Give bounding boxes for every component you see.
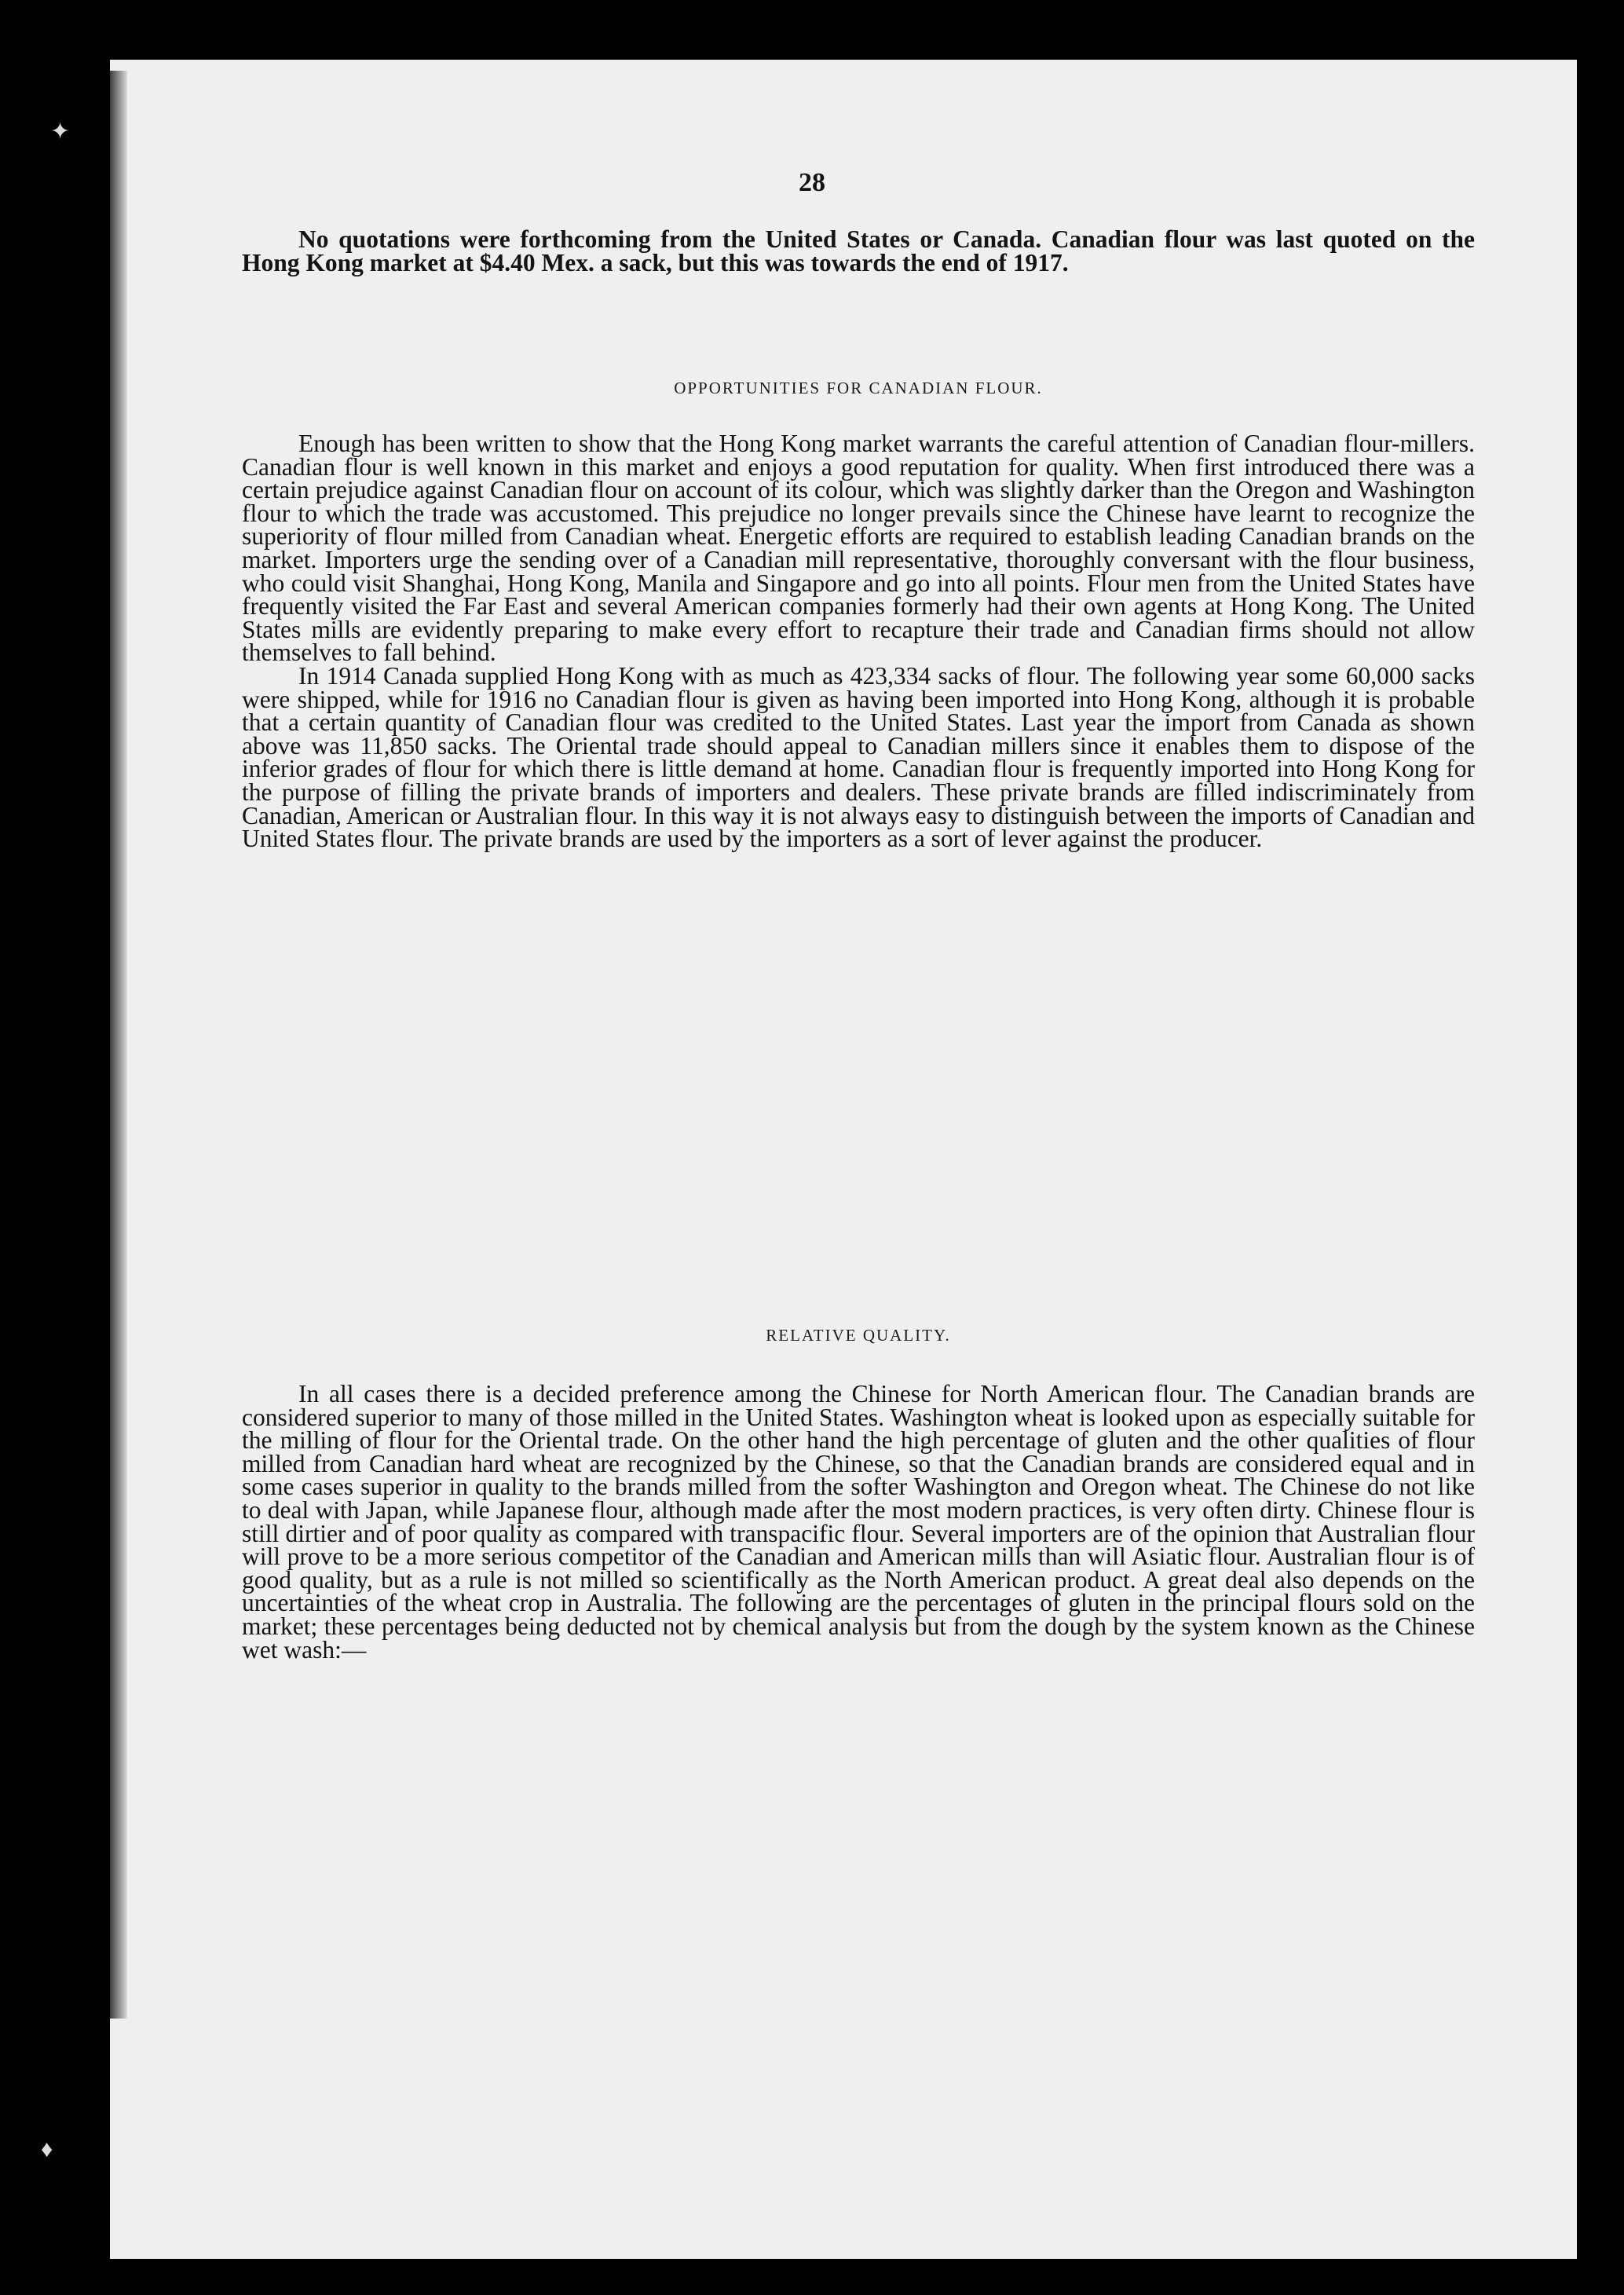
section-heading-relative-quality: RELATIVE QUALITY. [766, 1326, 951, 1345]
scan-speck: ✦ [50, 119, 71, 145]
intro-paragraph [242, 225, 1475, 276]
section-relative-quality-body [242, 1380, 1475, 1664]
page-number: 28 [799, 168, 825, 197]
paragraph: Enough has been written to show that the Hong Kong market warrants the careful attention of Canadian flour-millers. Canadian flour is well known in this market and enjoys a good reputation for quality. When first introduced there was a certain prejudice against Canadian flour on account of its colour, which was slightly darker than the Oregon and Washington flour to which the trade was accustomed. This prejudice no longer prevails since the Chinese have learnt to recognize the superiority of flour milled from Canadian wheat. Energetic efforts are required to establish leading Canadian brands on the market. Importers urge the sending over of a Canadian mill representative, thoroughly conversant with the flour business, who could visit Shanghai, Hong Kong, Manila and Singapore and go into all points. Flour men from the United States have frequently visited the Far East and several American companies formerly had their own agents at Hong Kong. The United States mills are evidently preparing to make every effort to recapture their trade and Canadian firms should not allow themselves to fall behind. [242, 430, 1475, 667]
binding-shadow [110, 71, 127, 2019]
paragraph: In 1914 Canada supplied Hong Kong with as much as 423,334 sacks of flour. The following year some 60,000 sacks were shipped, while for 1916 no Canadian flour is given as having been imported into Hong Kong, although it is probable that a certain quantity of Canadian flour was credited to the United States. Last year the import from Canada as shown above was 11,850 sacks. The Oriental trade should appeal to Canadian millers since it enables them to dispose of the inferior grades of flour for which there is little demand at home. Canadian flour is frequently imported into Hong Kong for the purpose of filling the private brands of importers and dealers. These private brands are filled indiscriminately from Canadian, American or Australian flour. In this way it is not always easy to distinguish between the imports of Canadian and United States flour. The private brands are used by the importers as a sort of lever against the producer. [242, 661, 1475, 853]
scan-border [1577, 0, 1624, 2295]
intro-text: No quotations were forthcoming from the United States or Canada. Canadian flour was last quoted on the Hong Kong market at $4.40 Mex. a sack, but this was towards the end of 1917. [242, 225, 1475, 276]
section-heading-opportunities: OPPORTUNITIES FOR CANADIAN FLOUR. [674, 379, 1043, 397]
section-opportunities-body [242, 432, 1475, 851]
paragraph: In all cases there is a decided preference among the Chinese for North American flour. The Canadian brands are considered superior to many of those milled in the United States. Washington wheat is looked upon as especially suitable for the milling of flour for the Oriental trade. On the other hand the high percentage of gluten and the other qualities of flour milled from Canadian hard wheat are recognized by the Chinese, so that the Canadian brands are considered equal and in some cases superior in quality to the brands milled from the softer Washington and Oregon wheat. The Chinese do not like to deal with Japan, while Japanese flour, although made after the most modern practices, is very often dirty. Chinese flour is still dirtier and of poor quality as compared with transpacific flour. Several importers are of the opinion that Australian flour will prove to be a more serious competitor of the Canadian and American mills than will Asiatic flour. Australian flour is of good quality, but as a rule is not milled so scientifically as the North American product. A great deal also depends on the uncertainties of the wheat crop in Australia. The following are the percentages of gluten in the principal flours sold on the market; these percentages being deducted not by chemical analysis but from the dough by the system known as the Chinese wet wash:— [242, 1380, 1475, 1664]
scan-speck: ♦ [41, 2136, 53, 2162]
